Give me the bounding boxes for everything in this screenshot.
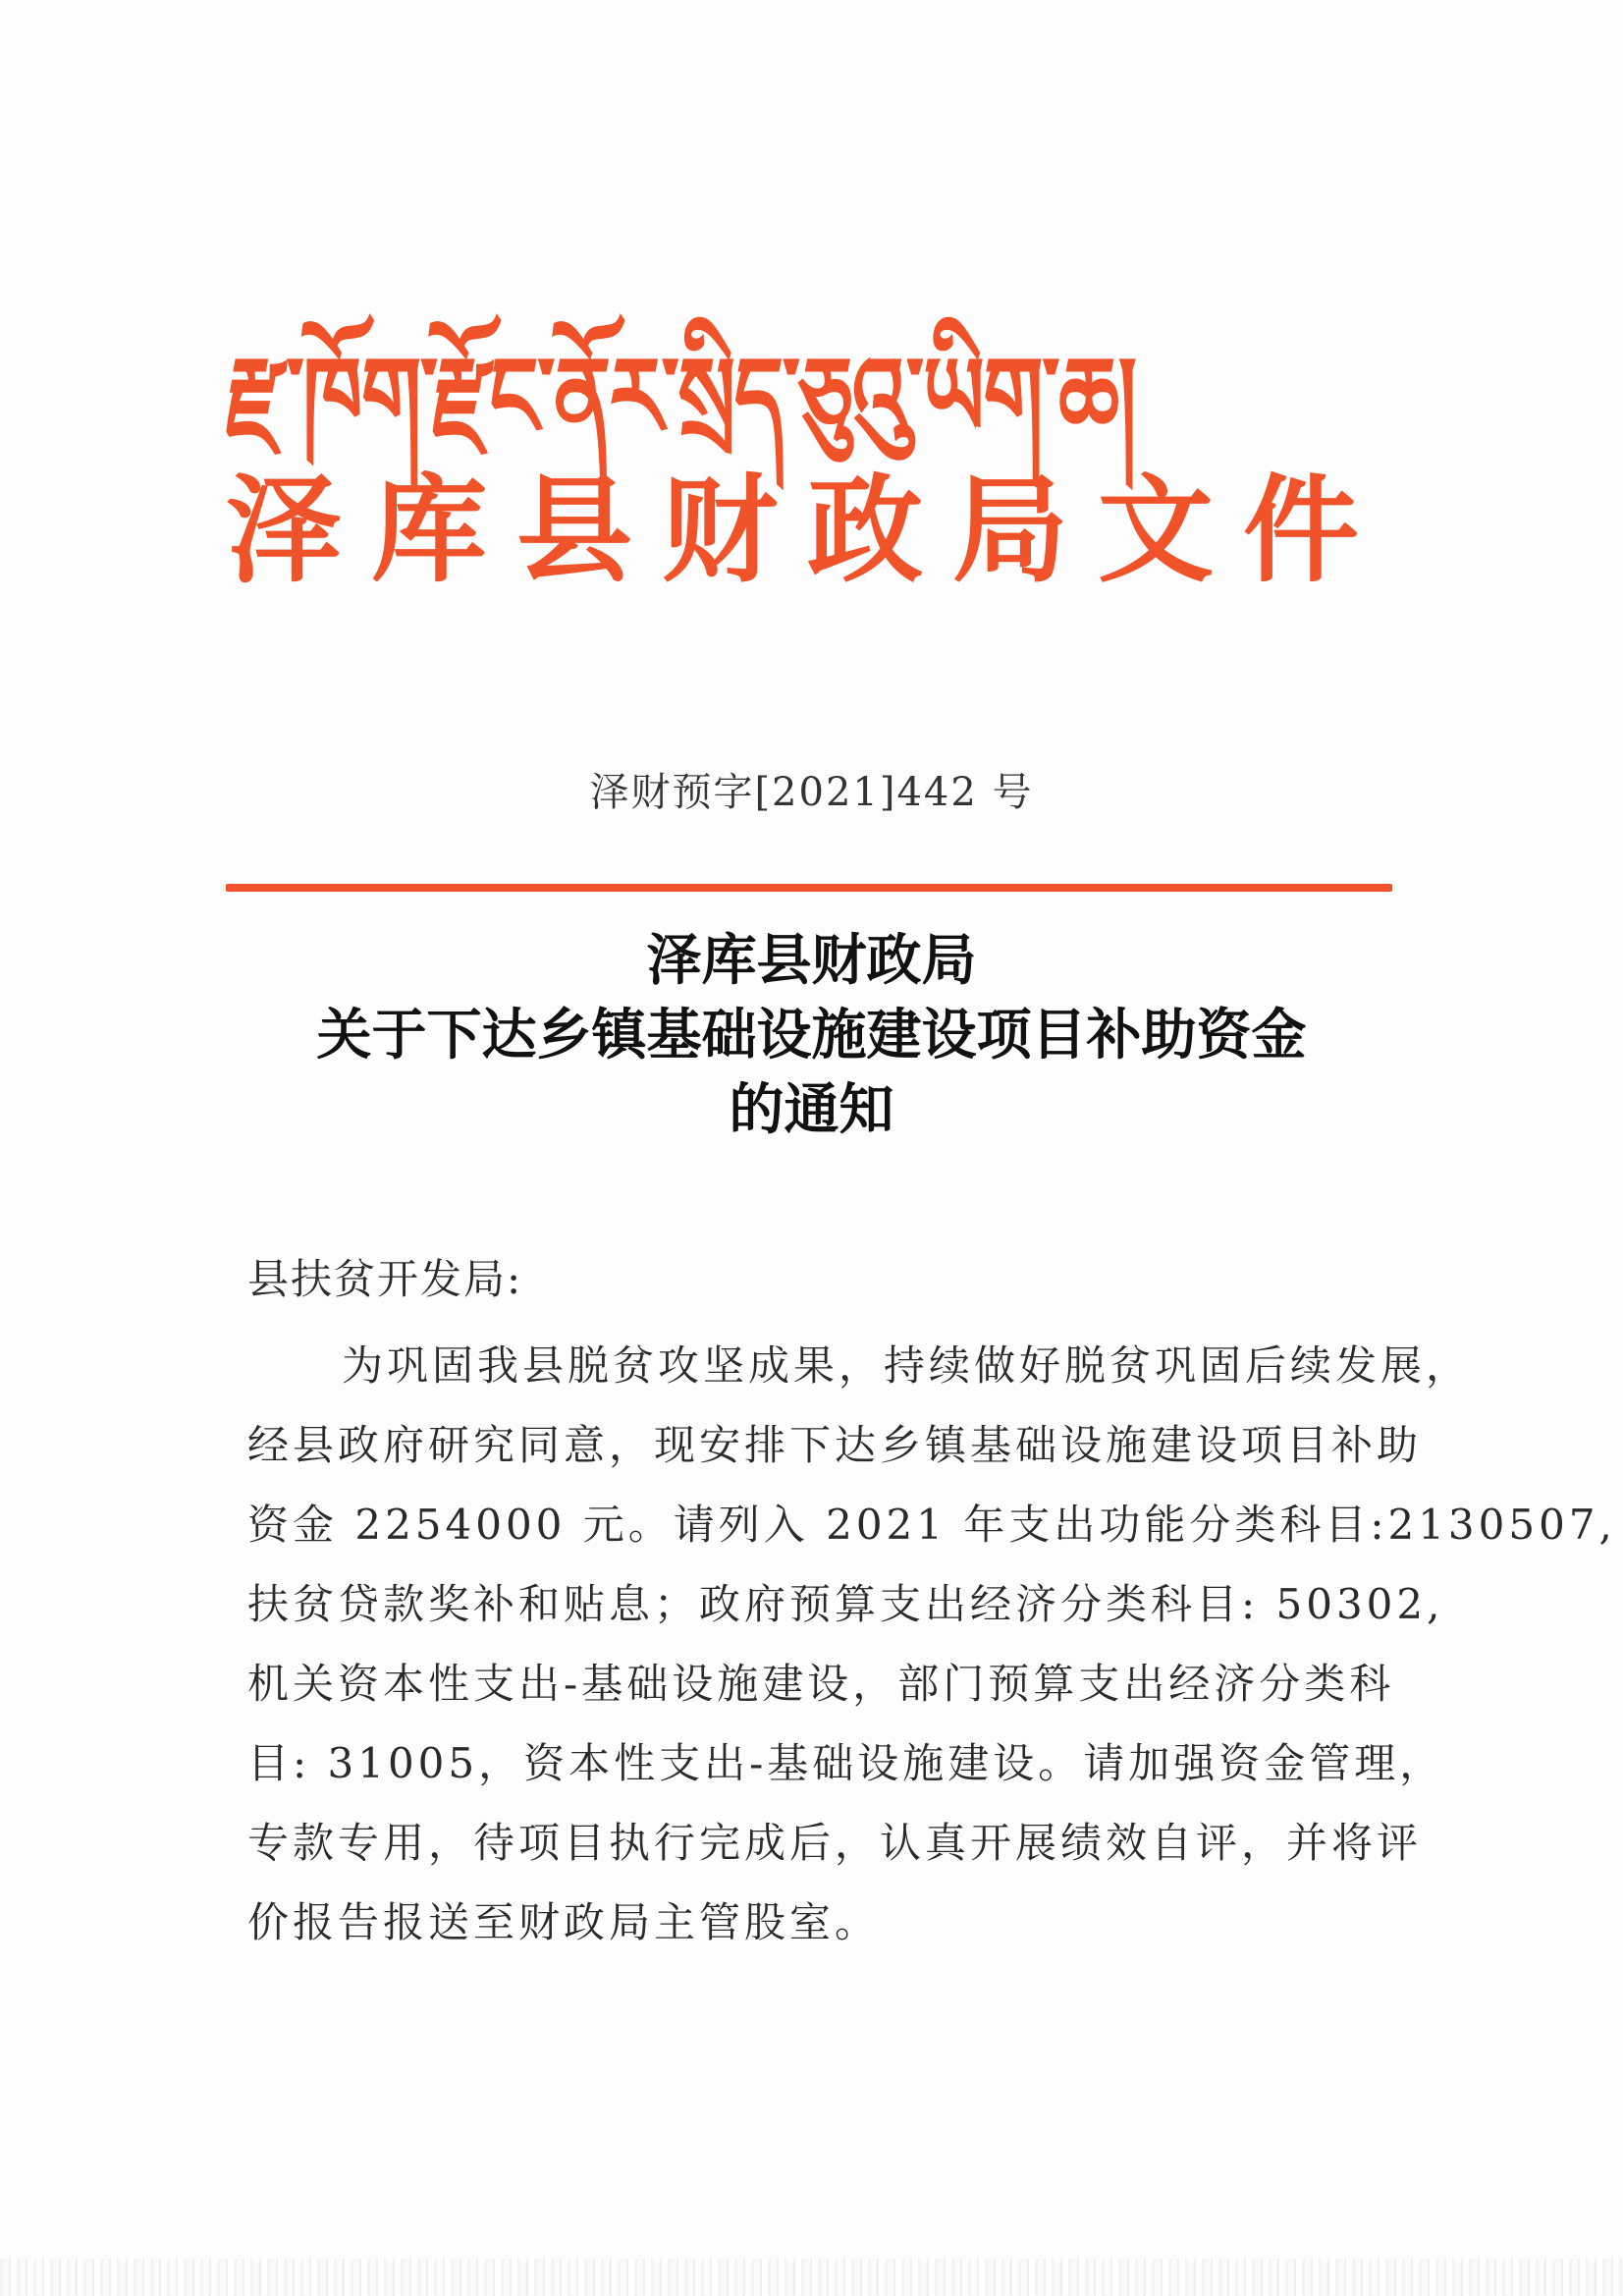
body-text [247, 1326, 1616, 1962]
body-line: 专款专用，待项目执行完成后，认真开展绩效自评，并将评 [247, 1819, 1423, 1867]
title-line-1: 泽库县财政局 [646, 928, 977, 993]
letterhead-chinese: 泽库县财政局文件 [226, 463, 1389, 598]
body-line: 扶贫贷款奖补和贴息；政府预算支出经济分类科目: 50302, [247, 1580, 1444, 1628]
document-title [0, 923, 1623, 1147]
document-number: 泽财预字[2021]442 号 [589, 770, 1034, 815]
title-line-3: 的通知 [729, 1077, 894, 1142]
title-line-2: 关于下达乡镇基础设施建设项目补助资金 [316, 1003, 1307, 1067]
body-line: 目: 31005，资本性支出-基础设施建设。请加强资金管理， [247, 1739, 1445, 1787]
body-line: 机关资本性支出-基础设施建设，部门预算支出经济分类科 [247, 1660, 1395, 1708]
salutation: 县扶贫开发局: [247, 1255, 523, 1303]
body-line: 为巩固我县脱贫攻坚成果，持续做好脱贫巩固后续发展， [342, 1341, 1472, 1390]
body-line: 资金 2254000 元。请列入 2021 年支出功能分类科目:2130507, [247, 1501, 1616, 1549]
body-line: 价报告报送至财政局主管股室。 [247, 1898, 881, 1946]
letterhead-tibetan: རྫ་ཁོག་རྫོང་ནོར་སྲིད་ཅུའུ་ཡིག་ཆ། [226, 334, 1136, 462]
scan-edge-artifact [0, 2259, 1623, 2296]
body-line: 经县政府研究同意，现安排下达乡镇基础设施建设项目补助 [247, 1421, 1423, 1469]
red-divider-line [226, 884, 1392, 892]
